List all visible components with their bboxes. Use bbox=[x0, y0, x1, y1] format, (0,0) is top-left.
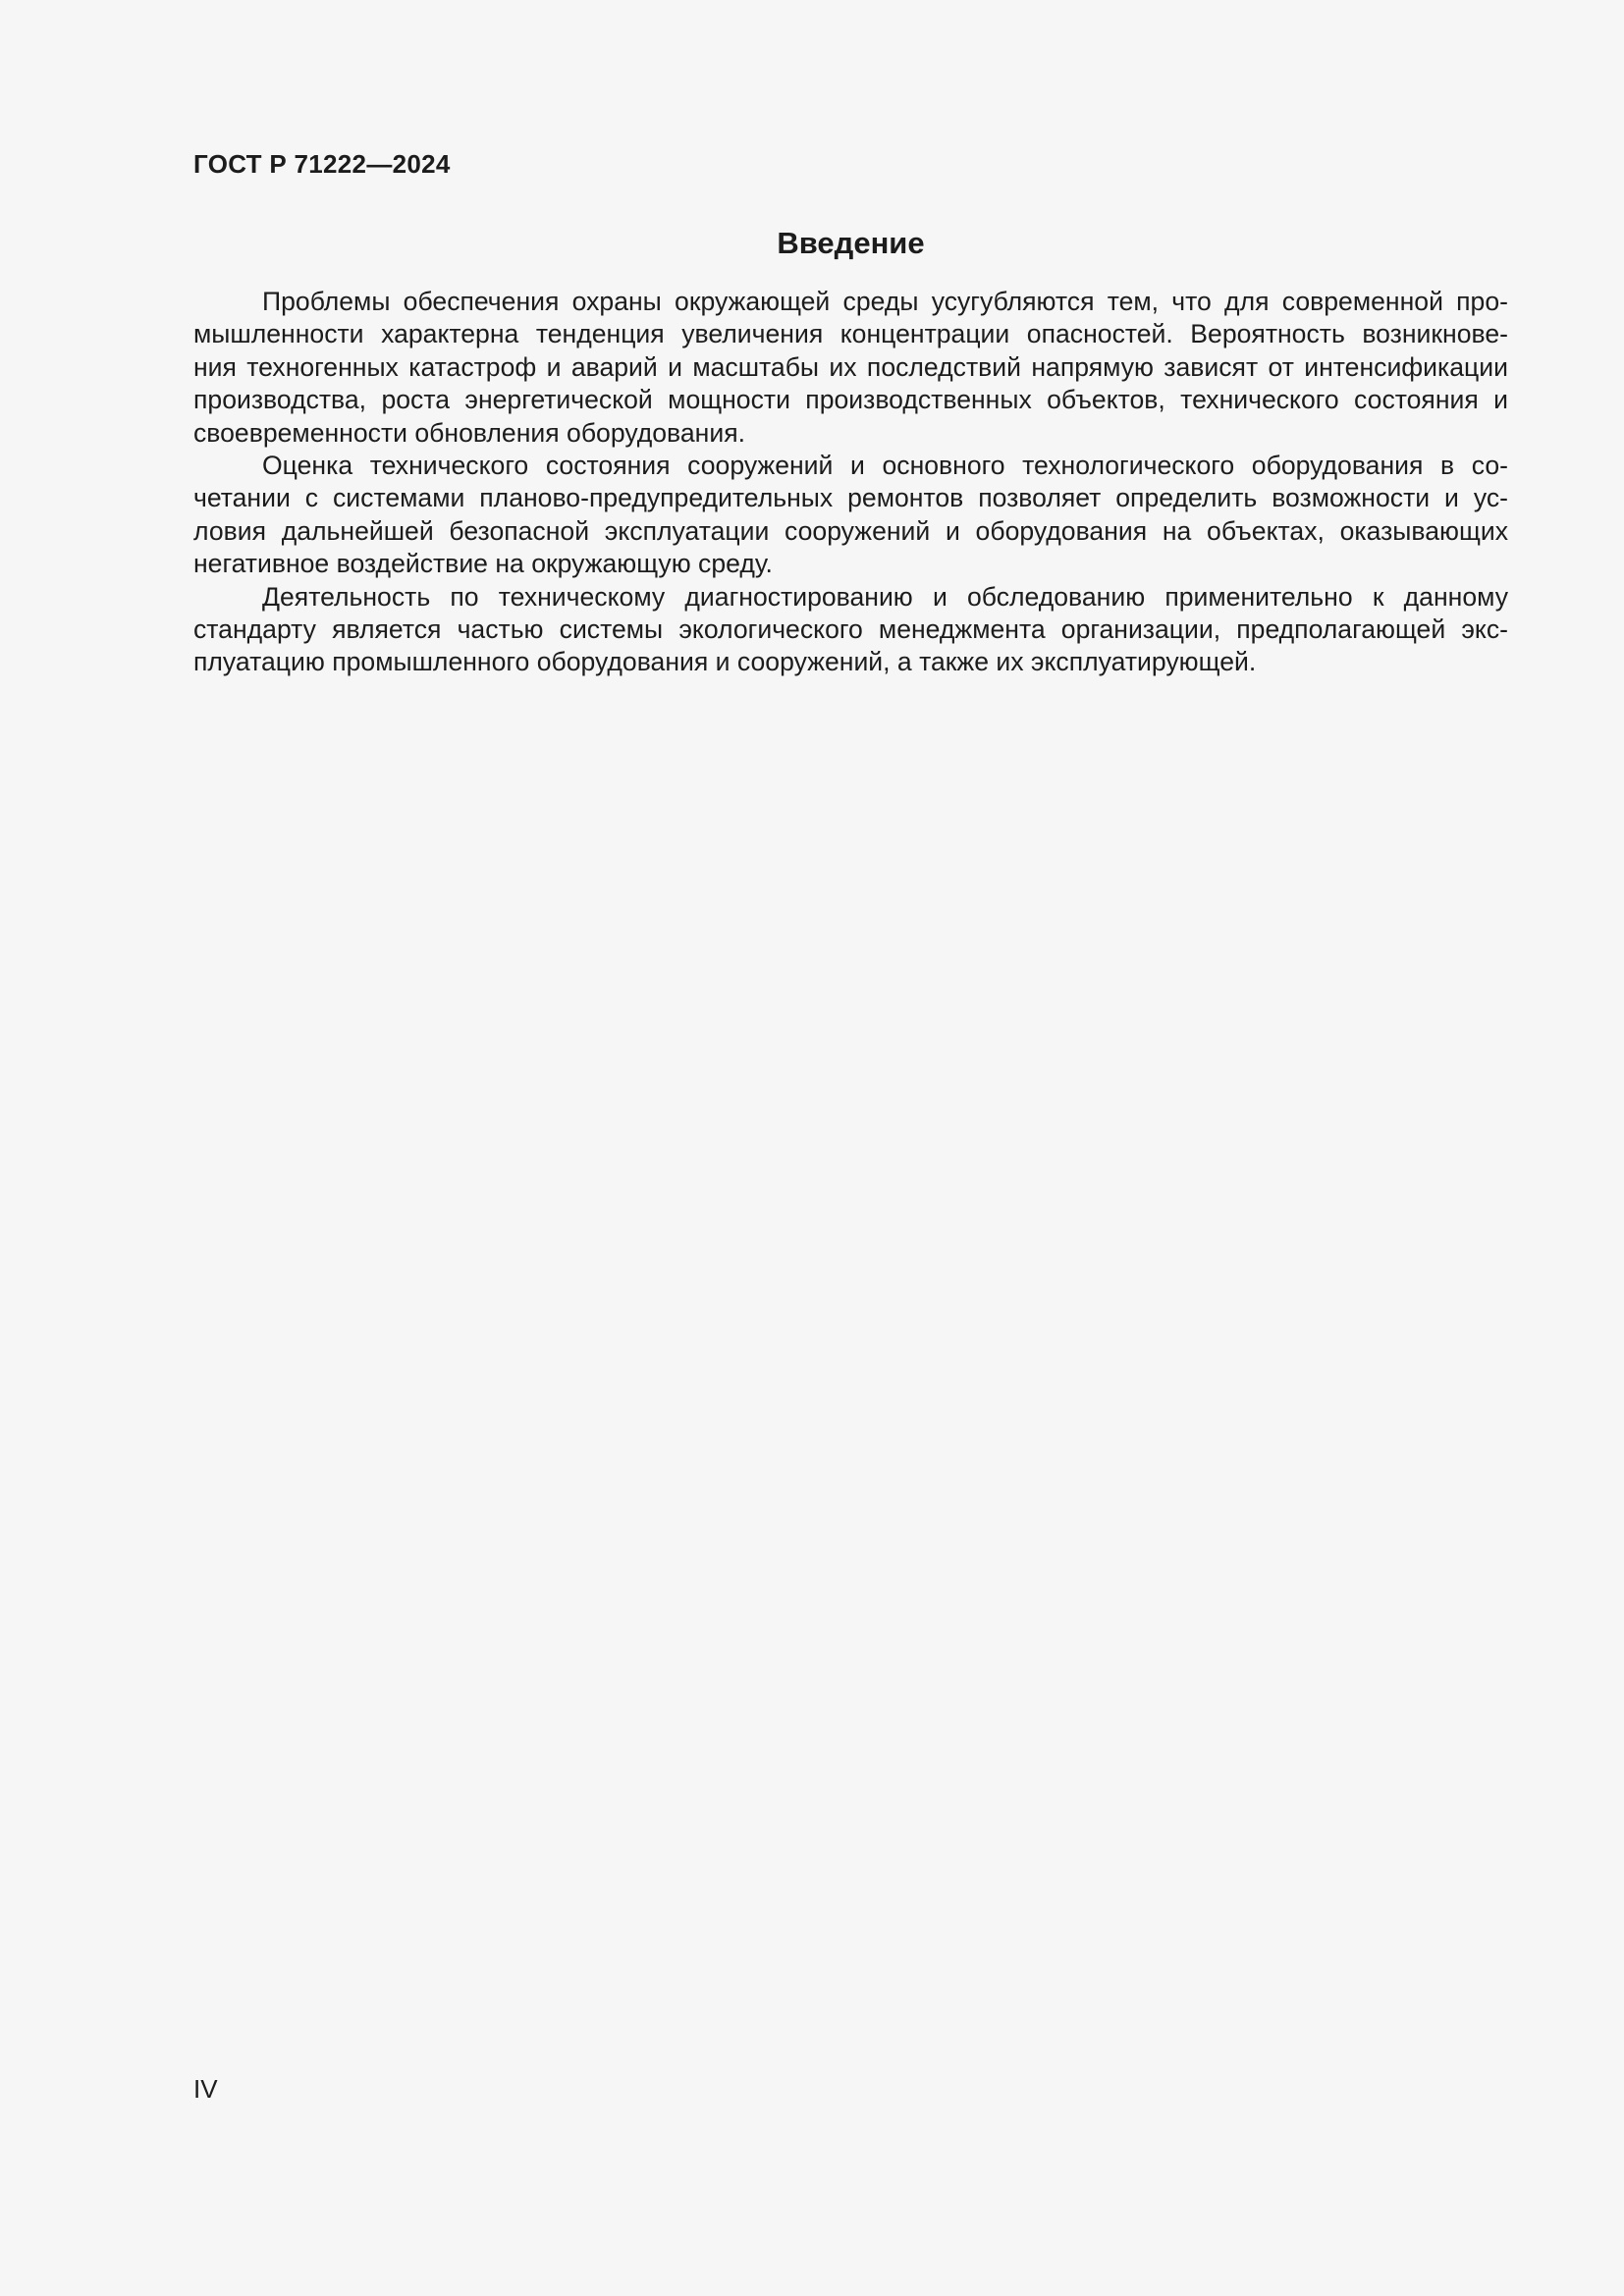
text-line: Деятельность по техническому диагностированию и обследованию применительно к данному bbox=[262, 581, 1508, 612]
text-line: четании с системами планово-предупредительных ремонтов позволяет определить возможности и ус- bbox=[193, 483, 1508, 513]
paragraph-2 bbox=[193, 450, 1508, 581]
paragraph-3 bbox=[193, 581, 1508, 679]
text-line: стандарту является частью системы экологического менеджмента организации, предполагающей экс- bbox=[193, 614, 1508, 645]
text-line: Проблемы обеспечения охраны окружающей среды усугубляются тем, что для современной про- bbox=[262, 287, 1508, 316]
page-number: IV bbox=[193, 2074, 218, 2104]
text-line: ния техногенных катастроф и аварий и масштабы их последствий напрямую зависят от интенсификации bbox=[193, 351, 1508, 382]
text-line: мышленности характерна тенденция увеличения концентрации опасностей. Вероятность возникнове- bbox=[193, 319, 1508, 349]
text-line: своевременности обновления оборудования. bbox=[193, 417, 746, 448]
text-line: Оценка технического состояния сооружений и основного технологического оборудования в со- bbox=[262, 451, 1508, 481]
text-line: плуатацию промышленного оборудования и сооружений, а также их эксплуатирующей. bbox=[193, 647, 1257, 677]
text-line: ловия дальнейшей безопасной эксплуатации сооружений и оборудования на объектах, оказывающих bbox=[193, 515, 1508, 546]
body-text bbox=[193, 286, 1508, 679]
text-line: производства, роста энергетической мощности производственных объектов, технического состояния и bbox=[193, 385, 1508, 415]
paragraph-1 bbox=[193, 286, 1508, 450]
section-title: Введение bbox=[777, 226, 925, 260]
standard-id-header: ГОСТ Р 71222—2024 bbox=[193, 149, 451, 179]
text-line: негативное воздействие на окружающую среду. bbox=[193, 549, 773, 579]
